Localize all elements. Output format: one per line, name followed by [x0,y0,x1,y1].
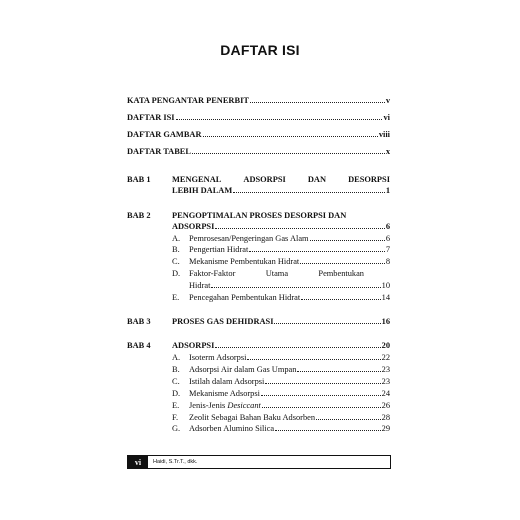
subentry-page: 6 [385,234,390,243]
subentry-label: Zeolit Sebagai Bahan Baku Adsorben [189,413,316,422]
toc-entry-page: 6 [385,222,390,231]
toc-entry-page: viii [378,130,390,139]
toc-subentry[interactable] [172,292,390,303]
chapter-title-word: MENGENAL [172,175,222,184]
toc-entry-page: 16 [381,317,390,326]
toc-entry-daftar-gambar[interactable] [127,129,390,140]
dot-leader [233,186,385,193]
toc-entry-page: v [385,96,390,105]
chapter-title-cont: ADSORPSI [172,222,215,231]
subentry-letter: C. [172,257,180,266]
subentry-letter: F. [172,413,179,422]
subentry-page: 24 [381,389,390,398]
footer-author: Haidi, S.Tr.T., dkk. [153,459,198,465]
dot-leader [310,234,385,241]
chapter-title-word: DAN [307,175,326,184]
dot-leader [192,147,385,154]
page-title: DAFTAR ISI [220,42,300,58]
toc-entry-bab-4[interactable] [172,340,390,351]
toc-subentry[interactable] [172,376,390,387]
dot-leader [215,341,380,348]
subentry-letter: D. [172,389,181,398]
subentry-letter: D. [172,269,181,278]
chapter-title: ADSORPSI [172,341,215,350]
toc-subentry[interactable] [172,412,390,423]
dot-leader [297,365,380,372]
subentry-label: Jenis-Jenis [189,401,228,410]
toc-entry-label: DAFTAR TABEL [127,147,191,156]
subentry-label: Adsorben Alumino Silica [189,424,275,433]
subentry-page: 29 [381,424,390,433]
toc-entry-label: DAFTAR ISI [127,113,175,122]
toc-entry-page: 20 [381,341,390,350]
subentry-letter: C. [172,377,180,386]
subentry-label-italic: Desiccant [227,401,261,410]
dot-leader [176,113,383,120]
subentry-letter: B. [172,365,180,374]
chapter-label: BAB 2 [127,211,151,220]
dot-leader [250,96,385,103]
toc-entry-page: vi [383,113,390,122]
toc-subentry[interactable] [172,352,390,363]
subentry-label: Isoterm Adsorpsi [189,353,247,362]
chapter-label: BAB 3 [127,317,151,326]
dot-leader [300,257,385,264]
toc-entry-daftar-isi[interactable] [127,112,390,123]
chapter-title-word: DESORPSI [348,175,390,184]
subentry-label-cont: Hidrat [189,281,211,290]
subentry-page: 14 [381,293,390,302]
toc-subentry[interactable] [172,268,390,279]
toc-entry-bab-3[interactable] [172,316,390,327]
dot-leader [274,317,380,324]
subentry-label: Mekanisme Pembentukan Hidrat [189,257,300,266]
dot-leader [215,222,384,229]
subentry-label: Pencegahan Pembentukan Hidrat [189,293,301,302]
toc-entry-label: DAFTAR GAMBAR [127,130,202,139]
toc-subentry[interactable] [172,388,390,399]
page-footer [127,455,391,469]
subentry-letter: E. [172,293,180,302]
toc-entry-bab-1[interactable] [172,185,390,196]
subentry-page: 28 [381,413,390,422]
subentry-word: Pembentukan [318,269,364,278]
toc-subentry[interactable] [172,233,390,244]
toc-entry-label: KATA PENGANTAR PENERBIT [127,96,249,105]
toc-entry-daftar-tabel[interactable] [127,146,390,157]
subentry-word: Utama [265,269,289,278]
subentry-letter: G. [172,424,181,433]
toc-subentry[interactable] [172,423,390,434]
toc-subentry[interactable] [172,364,390,375]
chapter-label: BAB 1 [127,175,151,184]
chapter-title-cont: LEBIH DALAM [172,186,233,195]
chapter-title[interactable] [172,174,390,185]
chapter-title[interactable]: PENGOPTIMALAN PROSES DESORPSI DAN [172,211,347,220]
toc-subentry[interactable] [172,244,390,255]
subentry-letter: E. [172,401,180,410]
toc-subentry[interactable] [172,256,390,267]
subentry-page: 23 [381,365,390,374]
dot-leader [247,353,380,360]
chapter-label: BAB 4 [127,341,151,350]
toc-entry-page: x [385,147,390,156]
dot-leader [249,245,385,252]
subentry-label: Mekanisme Adsorpsi [189,389,260,398]
dot-leader [203,130,378,137]
dot-leader [261,389,381,396]
subentry-label [189,268,364,279]
dot-leader [211,281,380,288]
subentry-page: 23 [381,377,390,386]
subentry-letter: A. [172,234,181,243]
subentry-page: 22 [381,353,390,362]
subentry-label: Adsorpsi Air dalam Gas Umpan [189,365,297,374]
chapter-title-word: ADSORPSI [243,175,286,184]
subentry-page: 8 [385,257,390,266]
chapter-title: PROSES GAS DEHIDRASI [172,317,274,326]
subentry-page: 7 [385,245,390,254]
subentry-page: 10 [381,281,390,290]
toc-subentry[interactable] [172,400,390,411]
toc-entry-page: 1 [385,186,390,195]
toc-entry-kata-pengantar[interactable] [127,95,390,106]
subentry-page: 26 [381,401,390,410]
dot-leader [275,424,380,431]
dot-leader [262,401,381,408]
dot-leader [316,413,381,420]
subentry-label: Pengertian Hidrat [189,245,249,254]
subentry-letter: B. [172,245,180,254]
subentry-word: Faktor-Faktor [189,269,236,278]
subentry-letter: A. [172,353,181,362]
footer-page-number: vi [128,456,148,468]
toc-subentry-cont[interactable] [189,280,390,291]
dot-leader [301,293,380,300]
toc-entry-bab-2[interactable] [172,221,390,232]
dot-leader [265,377,380,384]
subentry-label: Pemrosesan/Pengeringan Gas Alam [189,234,309,243]
subentry-label: Istilah dalam Adsorpsi [189,377,265,386]
